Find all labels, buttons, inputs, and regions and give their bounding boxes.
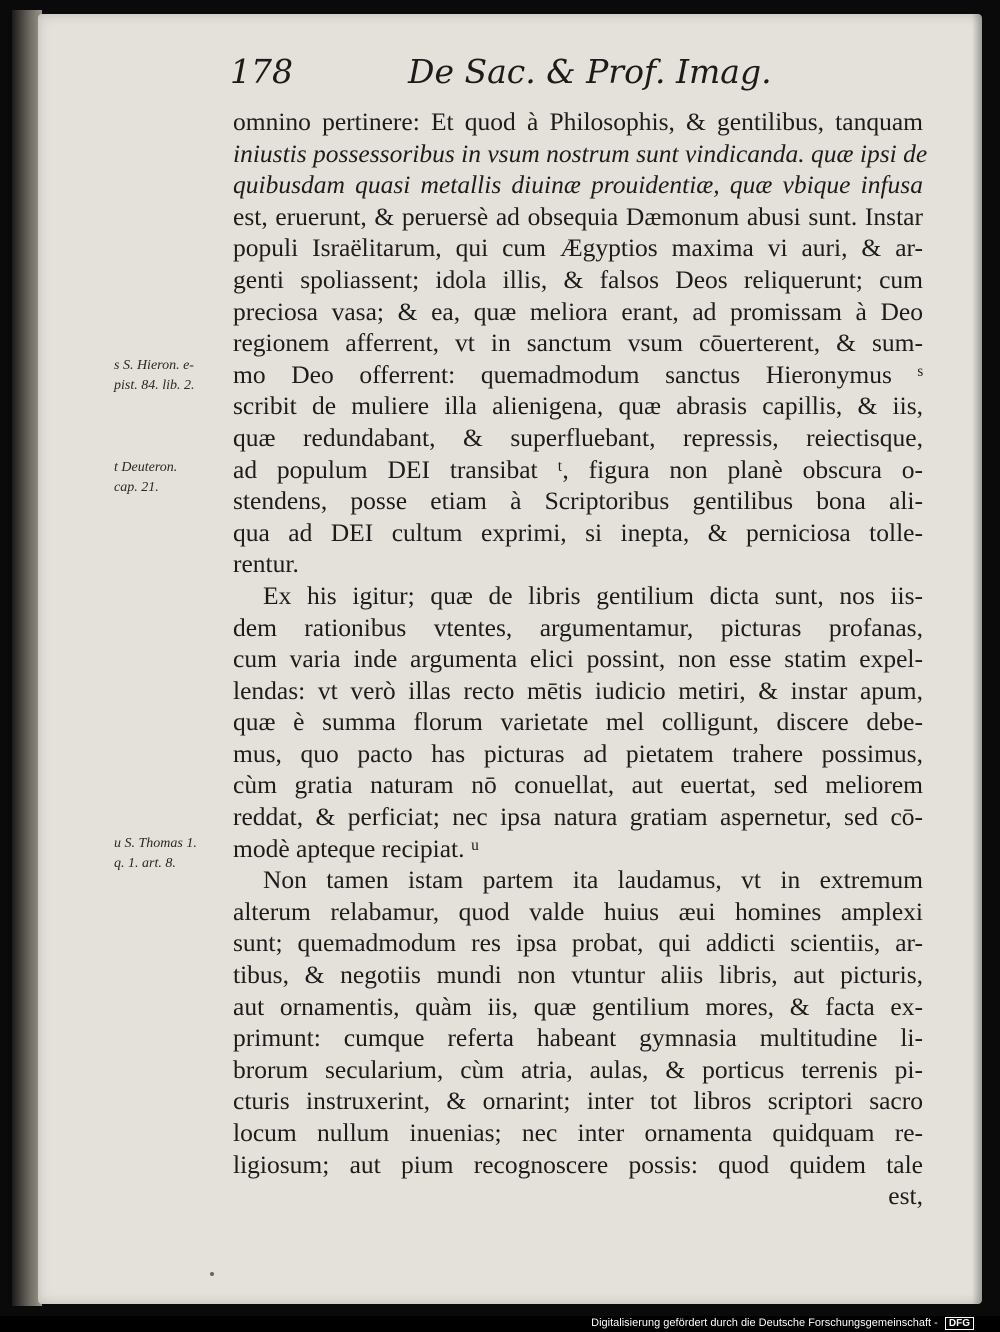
body-text [233, 106, 928, 1212]
marginal-note-line: q. 1. art. 8. [114, 856, 176, 871]
body-line: primunt: cumque referta habeant gymnasia multitudine li- [233, 1023, 923, 1053]
body-line: modè apteque recipiat. ᵘ [233, 833, 480, 863]
body-line: genti spoliassent; idola illis, & falsos Deos reliquerunt; cum [233, 264, 923, 294]
body-line: qua ad DEI cultum exprimi, si inepta, & perniciosa tolle- [233, 517, 923, 547]
body-line: quibusdam quasi metallis diuinæ prouidentiæ, quæ vbique infusa [233, 170, 923, 200]
body-line: lendas: vt verò illas recto mētis iudicio metiri, & instar apum, [233, 675, 923, 705]
footer-credit-text: Digitalisierung gefördert durch die Deutsche Forschungsgemeinschaft - [591, 1317, 938, 1329]
marginal-note-line: cap. 21. [114, 480, 159, 495]
marginal-note-hieronymus [114, 356, 195, 396]
body-line: Ex his igitur; quæ de libris gentilium dicta sunt, nos iis- [263, 580, 923, 610]
body-line: dem rationibus vtentes, argumentamur, picturas profanas, [233, 612, 923, 642]
body-line: sunt; quemadmodum res ipsa probat, qui addicti scientiis, ar- [233, 928, 923, 958]
body-line: quæ redundabant, & superfluebant, repressis, reiectisque, [233, 422, 923, 452]
marginal-note-thomas [114, 834, 197, 874]
body-line: Non tamen istam partem ita laudamus, vt in extremum [263, 865, 923, 895]
body-line: scribit de muliere illa alienigena, quæ abrasis capillis, & iis, [233, 391, 923, 421]
body-line: preciosa vasa; & ea, quæ meliora erant, ad promissam à Deo [233, 296, 923, 326]
body-line: regionem afferrent, vt in sanctum vsum cōuerterent, & sum- [233, 328, 923, 358]
body-line: locum nullum inuenias; nec inter ornamenta quidquam re- [233, 1118, 923, 1147]
marginal-note-deuteronomy [114, 458, 177, 498]
marginal-note-line: u S. Thomas 1. [114, 836, 197, 851]
marginal-note-line: s S. Hieron. e- [114, 358, 194, 373]
page-speck [210, 1272, 214, 1276]
page-number: 178 [230, 52, 293, 91]
body-line: ad populum DEI transibat ᵗ, figura non planè obscura o- [233, 454, 923, 484]
body-line: est, eruerunt, & peruersè ad obsequia Dæmonum abusi sunt. Instar [233, 201, 923, 231]
body-line: stendens, posse etiam à Scriptoribus gentilibus bona ali- [233, 486, 923, 516]
footer-bar [0, 1316, 1000, 1332]
body-line: ligiosum; aut pium recognoscere possis: quod quidem tale [233, 1149, 923, 1179]
body-line: brorum secularium, cùm atria, aulas, & porticus terrenis pi- [233, 1054, 923, 1084]
body-line: est, [888, 1181, 923, 1211]
body-line: quæ è summa florum varietate mel colligunt, discere debe- [233, 707, 923, 737]
body-line: cùm gratia naturam nō conuellat, aut euertat, sed meliorem [233, 770, 923, 800]
body-line: mo Deo offerrent: quemadmodum sanctus Hieronymus ˢ [233, 359, 923, 389]
body-line: tibus, & negotiis mundi non vtuntur aliis libris, aut picturis, [233, 960, 923, 990]
running-title: De Sac. & Prof. Imag. [408, 52, 772, 91]
body-line: reddat, & perficiat; nec ipsa natura gratiam aspernetur, sed cō- [233, 802, 923, 832]
body-line: cum varia inde argumenta elici possint, non esse statim expel- [233, 644, 923, 674]
footer-credit [591, 1317, 974, 1330]
body-line: populi Israëlitarum, qui cum Ægyptios maxima vi auri, & ar- [233, 233, 923, 263]
body-line: rentur. [233, 549, 299, 579]
page-header [190, 52, 790, 100]
body-line: omnino pertinere: Et quod à Philosophis, & gentilibus, tanquam [233, 107, 923, 136]
body-line: alterum relabamur, quod valde huius æui homines amplexi [233, 896, 923, 926]
body-line: aut ornamentis, quàm iis, quæ gentilium mores, & facta ex- [233, 991, 923, 1021]
marginal-note-line: pist. 84. lib. 2. [114, 378, 195, 393]
dfg-logo: DFG [945, 1317, 974, 1330]
marginal-note-line: t Deuteron. [114, 460, 178, 475]
body-line: cturis instruxerint, & ornarint; inter tot libros scriptori sacro [233, 1086, 923, 1116]
body-line: mus, quo pacto has picturas ad pietatem trahere possimus, [233, 738, 923, 768]
body-line: iniustis possessoribus in vsum nostrum sunt vindicanda. quæ ipsi de [233, 138, 928, 168]
